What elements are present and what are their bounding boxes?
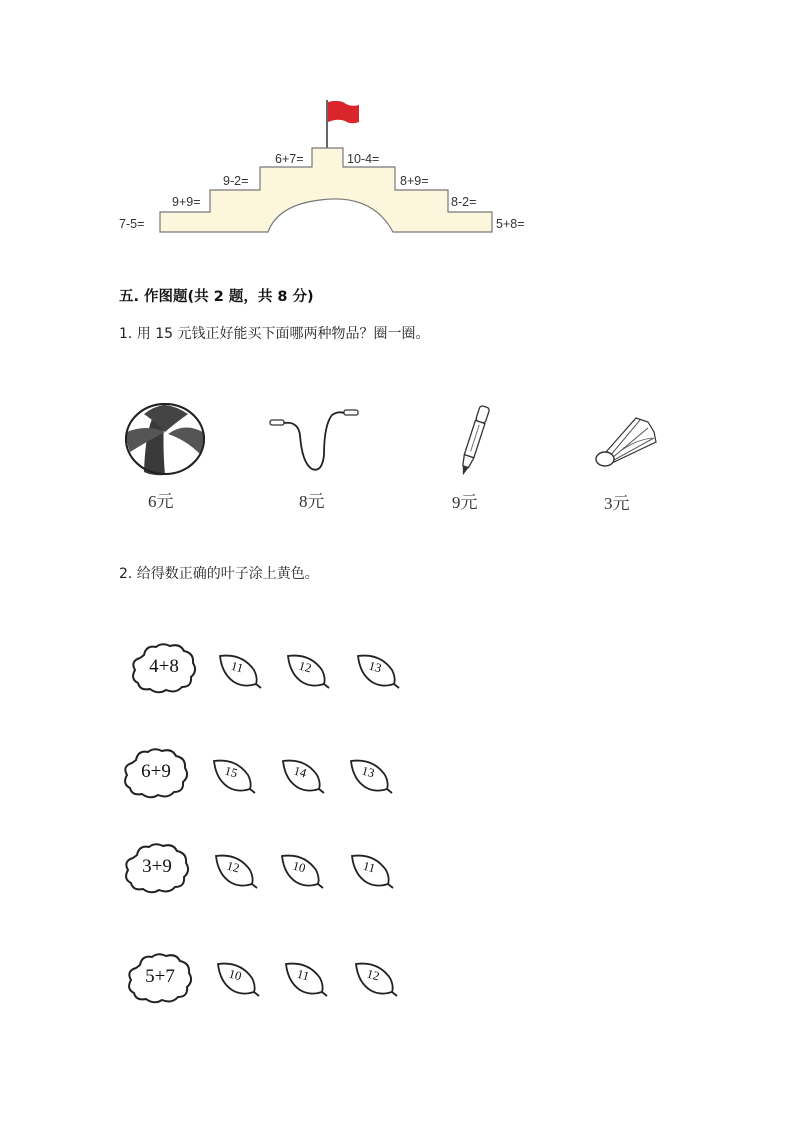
leaf-answer[interactable]: [348, 852, 394, 890]
leaf-number: 13: [367, 658, 383, 676]
expression-cloud: [122, 746, 190, 800]
bridge-step-right-4: 5+8=: [496, 217, 525, 231]
leaf-number: 10: [291, 858, 307, 876]
bridge-body: [160, 148, 492, 232]
expression-cloud: [126, 951, 194, 1005]
pen-icon: [454, 402, 494, 480]
leaf-number: 14: [292, 763, 308, 781]
bridge-step-left-2: 9+9=: [172, 195, 201, 209]
leaf-answer[interactable]: [212, 852, 258, 890]
leaf-answer[interactable]: [278, 852, 324, 890]
bridge-step-left-3: 9-2=: [223, 174, 249, 188]
ball-icon: [124, 402, 208, 476]
leaf-answer[interactable]: [214, 960, 260, 998]
leaf-number: 11: [229, 658, 245, 676]
leaf-number: 11: [295, 966, 311, 984]
leaf-answer[interactable]: [354, 652, 400, 690]
bridge-step-left-1: 7-5=: [119, 217, 145, 231]
leaf-number: 12: [225, 858, 241, 876]
leaf-number: 12: [297, 658, 313, 676]
expression-label: 4+8: [149, 656, 179, 677]
leaf-answer[interactable]: [284, 652, 330, 690]
bridge-step-right-3: 8-2=: [451, 195, 477, 209]
flag-icon: [328, 101, 359, 123]
expression-label: 5+7: [145, 966, 175, 987]
shuttlecock-icon: [592, 412, 662, 472]
leaf-answer[interactable]: [210, 757, 256, 795]
expression-cloud: [123, 841, 191, 895]
bridge-illustration: [150, 95, 500, 240]
expression-label: 3+9: [142, 856, 172, 877]
price-jump-rope: 8元: [299, 492, 325, 511]
leaf-answer[interactable]: [279, 757, 325, 795]
leaf-number: 10: [227, 966, 243, 984]
question-2-text: 2. 给得数正确的叶子涂上黄色。: [119, 566, 319, 582]
section-title: 五. 作图题(共 2 题，共 8 分): [119, 289, 314, 305]
bridge-step-left-4: 6+7=: [275, 152, 304, 166]
leaf-number: 13: [360, 763, 376, 781]
price-ball: 6元: [148, 492, 174, 511]
question-1-text: 1. 用 15 元钱正好能买下面哪两种物品？圈一圈。: [119, 326, 430, 342]
leaf-number: 11: [361, 858, 377, 876]
leaf-number: 15: [223, 763, 239, 781]
price-pen: 9元: [452, 493, 478, 512]
expression-cloud: [130, 641, 198, 695]
bridge-step-right-2: 8+9=: [400, 174, 429, 188]
bridge-step-right-1: 10-4=: [347, 152, 380, 166]
leaf-answer[interactable]: [282, 960, 328, 998]
leaf-number: 12: [365, 966, 381, 984]
leaf-answer[interactable]: [216, 652, 262, 690]
leaf-answer[interactable]: [347, 757, 393, 795]
leaf-answer[interactable]: [352, 960, 398, 998]
expression-label: 6+9: [141, 761, 171, 782]
jump-rope-icon: [268, 405, 360, 473]
price-shuttlecock: 3元: [604, 494, 630, 513]
